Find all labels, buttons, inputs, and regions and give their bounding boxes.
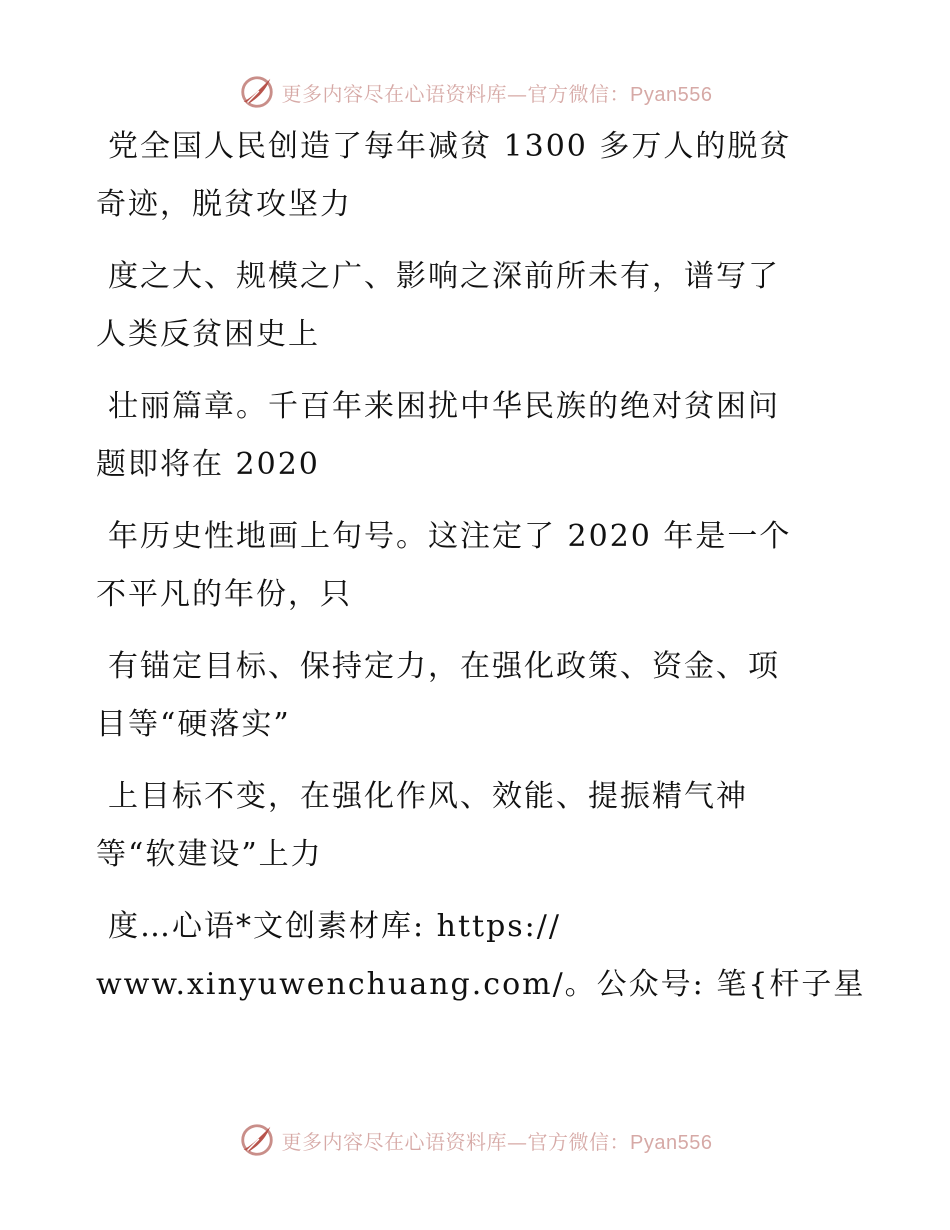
paragraph: [96, 248, 836, 364]
watermark-text: 更多内容尽在心语资料库—官方微信：Pyan556: [281, 1129, 713, 1154]
paragraph-line: 上目标不变，在强化作风、效能、提振精气神: [108, 779, 748, 814]
quill-pen-icon: [238, 73, 276, 111]
paragraph: [96, 898, 866, 1014]
paragraph-line: 人类反贫困史上: [96, 317, 320, 352]
paragraph: [96, 508, 836, 624]
wechat-id: Pyan556: [630, 1131, 713, 1154]
header-watermark: [0, 70, 950, 114]
watermark-text: 更多内容尽在心语资料库—官方微信：Pyan556: [281, 81, 713, 106]
quill-pen-icon: [238, 1121, 276, 1159]
paragraph-line: 有锚定目标、保持定力，在强化政策、资金、项: [108, 649, 780, 684]
paragraph-line: 度…心语*文创素材库: https://: [108, 909, 561, 944]
paragraph-line: 题即将在 2020: [96, 447, 320, 482]
paragraph: [96, 378, 836, 494]
paragraph: [96, 118, 836, 234]
paragraph-line: 不平凡的年份，只: [96, 577, 352, 612]
paragraph-line: www.xinyuwenchuang.com/。公众号: 笔{杆子星: [96, 967, 866, 1002]
paragraph-line: 壮丽篇章。千百年来困扰中华民族的绝对贫困问: [108, 389, 780, 424]
paragraph-line: 年历史性地画上句号。这注定了 2020 年是一个: [108, 519, 792, 554]
paragraph-line: 度之大、规模之广、影响之深前所未有，谱写了: [108, 259, 780, 294]
paragraph-line: 目等“硬落实”: [96, 707, 291, 742]
footer-watermark: [0, 1118, 950, 1162]
document-body: [96, 118, 866, 1014]
paragraph-line: 奇迹，脱贫攻坚力: [96, 187, 352, 222]
paragraph: [96, 768, 836, 884]
paragraph: [96, 638, 836, 754]
wechat-id: Pyan556: [630, 83, 713, 106]
paragraph-line: 党全国人民创造了每年减贫 1300 多万人的脱贫: [108, 129, 792, 164]
paragraph-line: 等“软建设”上力: [96, 837, 323, 872]
